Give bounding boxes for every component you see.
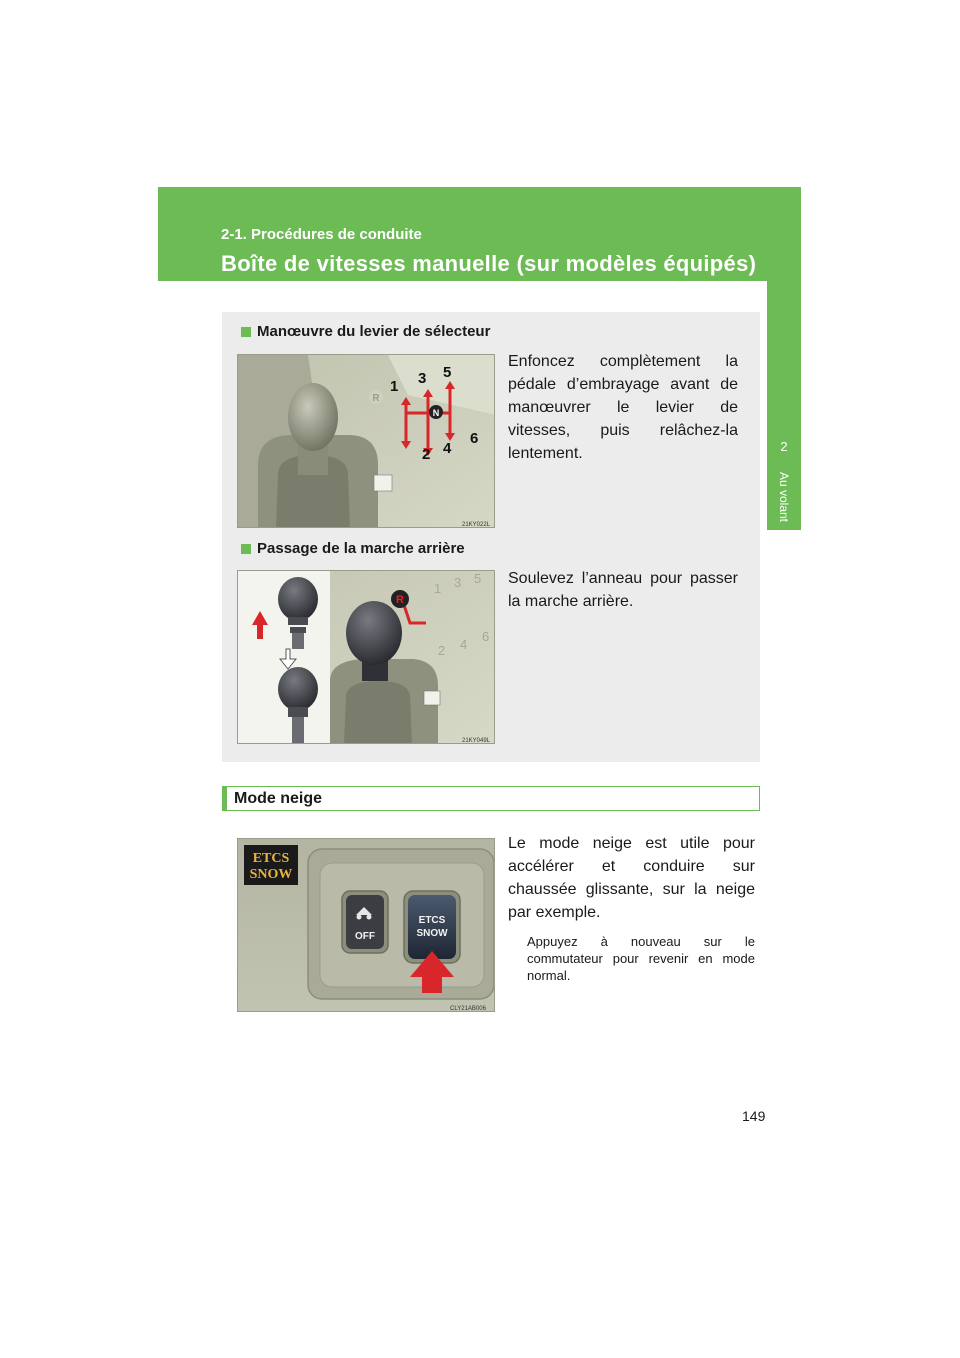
- snow-button-line2: SNOW: [416, 928, 448, 939]
- etcs-badge-line2: SNOW: [249, 867, 293, 882]
- gear-pattern-illustration: [238, 355, 495, 528]
- gear-n: N: [432, 408, 440, 418]
- side-tab-number: 2: [780, 439, 788, 454]
- square-bullet-icon: [241, 544, 251, 554]
- snow-switch-illustration: [238, 839, 495, 1012]
- gear-6: 6: [470, 430, 479, 447]
- reverse-gear-photo: [237, 570, 495, 744]
- gear-3-faint: 3: [454, 575, 462, 590]
- heading-marker: [222, 786, 227, 811]
- gear-3: 3: [418, 370, 427, 387]
- gear-1-faint: 1: [434, 581, 442, 596]
- side-tab-label: Au volant: [777, 471, 791, 523]
- gear-4-faint: 4: [460, 637, 468, 652]
- gear-shift-photo: [237, 354, 495, 528]
- page-number: 149: [742, 1108, 766, 1124]
- snow-mode-heading-text: Mode neige: [234, 789, 323, 807]
- reverse-instruction: Soulevez l’anneau pour passer la marche arrière.: [508, 570, 738, 610]
- gear-2-faint: 2: [438, 643, 446, 658]
- gear-1: 1: [390, 378, 399, 395]
- snow-button-line1: ETCS: [418, 915, 446, 926]
- gear-5: 5: [443, 364, 452, 381]
- image-code-3: CLY21AB006: [450, 1006, 486, 1012]
- snow-mode-description: Le mode neige est utile pour accélérer et conduire sur chaussée glissante, sur la neige par exemple.: [508, 835, 755, 921]
- side-tab: [767, 333, 801, 530]
- snow-mode-note: Appuyez à nouveau sur le commutateur pour revenir en mode normal.: [527, 934, 755, 983]
- side-tab-connector: [767, 281, 801, 333]
- reverse-heading-text: Passage de la marche arrière: [257, 540, 465, 557]
- shift-instruction: Enfoncez complètement la pédale d’embrayage avant de manœuvrer le levier de vitesses, puis relâchez-la lentement.: [508, 353, 738, 462]
- shift-heading-text: Manœuvre du levier de sélecteur: [257, 323, 491, 340]
- reverse-illustration: [238, 571, 495, 744]
- vsc-off-label: OFF: [355, 931, 375, 942]
- page-title: Boîte de vitesses manuelle (sur modèles équipés): [221, 251, 757, 276]
- square-bullet-icon: [241, 327, 251, 337]
- gear-4: 4: [443, 440, 452, 457]
- image-code-2: 21KY049L: [462, 738, 491, 744]
- section-label: 2-1. Procédures de conduite: [221, 226, 422, 243]
- shift-heading: [241, 323, 490, 340]
- gear-r: R: [372, 393, 380, 404]
- gear-2: 2: [422, 446, 431, 463]
- gear-6-faint: 6: [482, 629, 490, 644]
- gear-r-red: R: [396, 594, 404, 606]
- gear-5-faint: 5: [474, 571, 482, 586]
- etcs-badge-line1: ETCS: [252, 851, 290, 866]
- snow-mode-heading: [222, 786, 760, 811]
- reverse-heading: [241, 540, 465, 557]
- snow-switch-photo: [237, 838, 495, 1012]
- side-tab-label-wrap: [775, 467, 793, 527]
- image-code-1: 21KY022L: [462, 522, 491, 528]
